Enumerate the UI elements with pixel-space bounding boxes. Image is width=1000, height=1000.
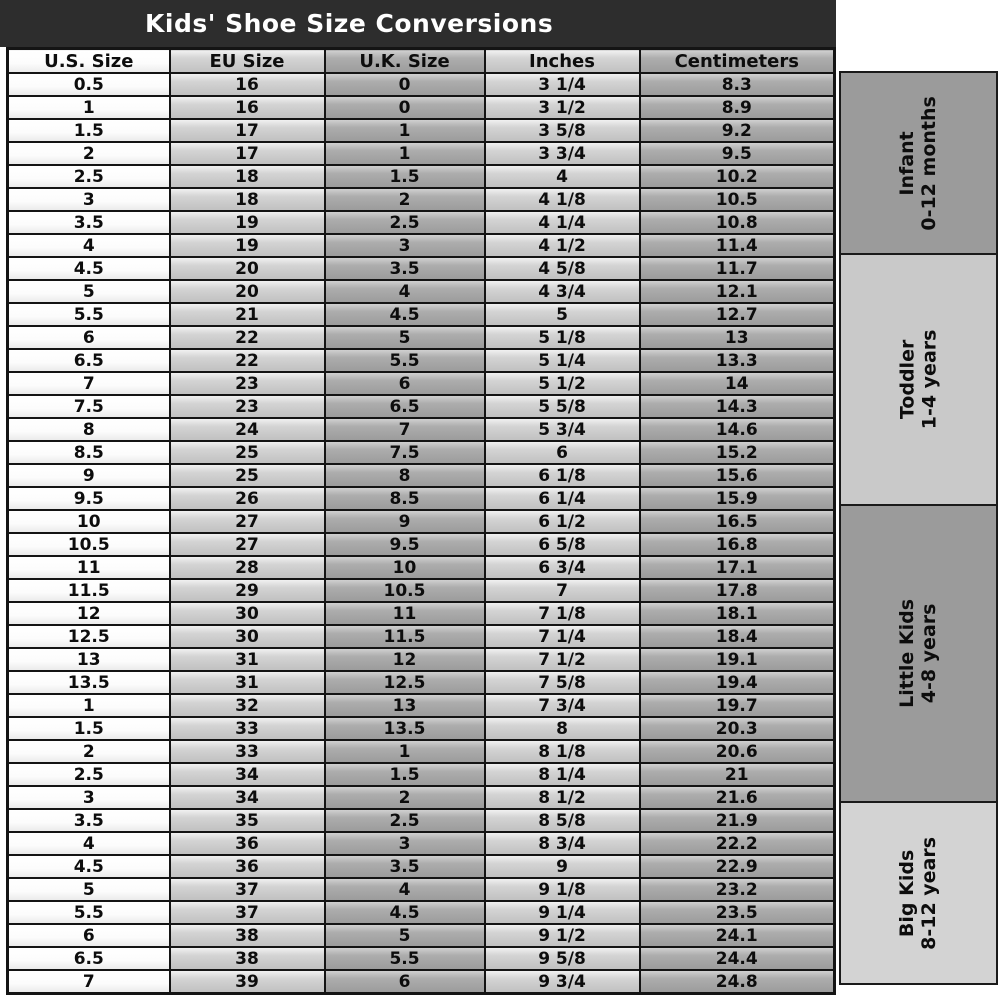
column-header-inches: Inches	[485, 49, 640, 74]
table-cell-us-size: 2.5	[8, 165, 170, 188]
age-group-range: 8-12 years	[918, 836, 941, 950]
table-cell-eu-size: 37	[170, 878, 325, 901]
age-group-infant	[839, 71, 998, 255]
table-cell-uk-size: 12.5	[325, 671, 485, 694]
age-group-label	[896, 330, 941, 430]
table-row	[8, 556, 835, 579]
table-cell-uk-size: 6	[325, 970, 485, 994]
table-cell-eu-size: 17	[170, 119, 325, 142]
table-cell-us-size: 13	[8, 648, 170, 671]
table-cell-us-size: 4	[8, 832, 170, 855]
table-cell-inches: 6	[485, 441, 640, 464]
table-cell-eu-size: 23	[170, 372, 325, 395]
table-cell-centimeters: 23.5	[640, 901, 835, 924]
table-cell-us-size: 7	[8, 372, 170, 395]
table-cell-uk-size: 4.5	[325, 303, 485, 326]
table-header-row	[8, 49, 835, 74]
table-cell-us-size: 3.5	[8, 211, 170, 234]
table-cell-centimeters: 18.4	[640, 625, 835, 648]
table-cell-inches: 6 1/2	[485, 510, 640, 533]
table-cell-eu-size: 33	[170, 740, 325, 763]
table-row	[8, 441, 835, 464]
table-row	[8, 717, 835, 740]
table-cell-us-size: 12	[8, 602, 170, 625]
table-cell-centimeters: 17.1	[640, 556, 835, 579]
table-cell-uk-size: 8.5	[325, 487, 485, 510]
table-cell-uk-size: 10.5	[325, 579, 485, 602]
table-cell-uk-size: 3.5	[325, 855, 485, 878]
table-cell-centimeters: 16.5	[640, 510, 835, 533]
table-cell-centimeters: 24.8	[640, 970, 835, 994]
table-cell-us-size: 2.5	[8, 763, 170, 786]
table-cell-eu-size: 18	[170, 188, 325, 211]
table-row	[8, 234, 835, 257]
table-cell-uk-size: 1	[325, 142, 485, 165]
table-cell-uk-size: 2	[325, 188, 485, 211]
table-cell-us-size: 8	[8, 418, 170, 441]
table-cell-eu-size: 35	[170, 809, 325, 832]
table-cell-centimeters: 24.4	[640, 947, 835, 970]
table-cell-inches: 4 3/4	[485, 280, 640, 303]
age-group-big-kids	[839, 801, 998, 985]
table-cell-centimeters: 15.2	[640, 441, 835, 464]
table-cell-inches: 4 5/8	[485, 257, 640, 280]
table-cell-eu-size: 17	[170, 142, 325, 165]
table-row	[8, 602, 835, 625]
table-cell-eu-size: 33	[170, 717, 325, 740]
table-cell-uk-size: 1	[325, 119, 485, 142]
table-cell-centimeters: 18.1	[640, 602, 835, 625]
table-cell-uk-size: 5.5	[325, 947, 485, 970]
table-cell-us-size: 3	[8, 786, 170, 809]
table-cell-uk-size: 0	[325, 96, 485, 119]
table-cell-inches: 8 1/2	[485, 786, 640, 809]
age-column	[839, 71, 998, 985]
table-cell-inches: 3 1/2	[485, 96, 640, 119]
table-cell-inches: 7 3/4	[485, 694, 640, 717]
table-cell-uk-size: 4.5	[325, 901, 485, 924]
table-row	[8, 487, 835, 510]
table-cell-inches: 7 1/2	[485, 648, 640, 671]
table-cell-us-size: 1.5	[8, 119, 170, 142]
table-row	[8, 96, 835, 119]
table-row	[8, 211, 835, 234]
table-cell-inches: 6 1/8	[485, 464, 640, 487]
table-cell-eu-size: 25	[170, 441, 325, 464]
age-group-name: Toddler	[896, 339, 919, 420]
table-cell-us-size: 9.5	[8, 487, 170, 510]
table-cell-inches: 6 5/8	[485, 533, 640, 556]
table-cell-inches: 9 3/4	[485, 970, 640, 994]
table-cell-uk-size: 0	[325, 73, 485, 96]
table-cell-us-size: 0.5	[8, 73, 170, 96]
table-cell-us-size: 5	[8, 878, 170, 901]
table-cell-centimeters: 14.3	[640, 395, 835, 418]
table-cell-centimeters: 10.8	[640, 211, 835, 234]
table-cell-eu-size: 30	[170, 625, 325, 648]
table-cell-eu-size: 34	[170, 763, 325, 786]
table-cell-eu-size: 26	[170, 487, 325, 510]
table-row	[8, 970, 835, 994]
table-cell-uk-size: 9	[325, 510, 485, 533]
table-cell-uk-size: 7	[325, 418, 485, 441]
table-cell-us-size: 2	[8, 142, 170, 165]
table-cell-inches: 3 5/8	[485, 119, 640, 142]
page-title: Kids' Shoe Size Conversions	[145, 9, 554, 38]
table-row	[8, 786, 835, 809]
table-cell-uk-size: 6.5	[325, 395, 485, 418]
table-row	[8, 901, 835, 924]
age-group-range: 0-12 months	[918, 95, 941, 231]
table-cell-centimeters: 23.2	[640, 878, 835, 901]
table-cell-us-size: 10	[8, 510, 170, 533]
table-row	[8, 947, 835, 970]
table-row	[8, 533, 835, 556]
table-cell-eu-size: 38	[170, 924, 325, 947]
table-cell-us-size: 6.5	[8, 947, 170, 970]
table-row	[8, 625, 835, 648]
table-cell-us-size: 4	[8, 234, 170, 257]
table-cell-inches: 3 3/4	[485, 142, 640, 165]
table-cell-centimeters: 15.9	[640, 487, 835, 510]
table-row	[8, 303, 835, 326]
table-cell-inches: 5 3/4	[485, 418, 640, 441]
table-cell-inches: 5 1/4	[485, 349, 640, 372]
table-cell-us-size: 1.5	[8, 717, 170, 740]
table-cell-inches: 6 1/4	[485, 487, 640, 510]
table-cell-centimeters: 8.9	[640, 96, 835, 119]
table-row	[8, 832, 835, 855]
table-cell-inches: 9 5/8	[485, 947, 640, 970]
column-header-uk-size: U.K. Size	[325, 49, 485, 74]
table-cell-us-size: 7	[8, 970, 170, 994]
table-cell-eu-size: 28	[170, 556, 325, 579]
table-row	[8, 142, 835, 165]
table-cell-inches: 9 1/4	[485, 901, 640, 924]
table-cell-uk-size: 7.5	[325, 441, 485, 464]
table-cell-eu-size: 37	[170, 901, 325, 924]
table-cell-us-size: 4.5	[8, 855, 170, 878]
table-cell-eu-size: 20	[170, 280, 325, 303]
table-row	[8, 280, 835, 303]
table-cell-uk-size: 4	[325, 280, 485, 303]
table-cell-us-size: 3	[8, 188, 170, 211]
table-row	[8, 671, 835, 694]
table-cell-uk-size: 1.5	[325, 165, 485, 188]
table-cell-centimeters: 19.1	[640, 648, 835, 671]
table-cell-eu-size: 21	[170, 303, 325, 326]
table-row	[8, 763, 835, 786]
table-cell-eu-size: 32	[170, 694, 325, 717]
table-cell-us-size: 10.5	[8, 533, 170, 556]
table-cell-uk-size: 13	[325, 694, 485, 717]
table-cell-inches: 8 3/4	[485, 832, 640, 855]
table-cell-centimeters: 16.8	[640, 533, 835, 556]
column-header-centimeters: Centimeters	[640, 49, 835, 74]
age-group-label	[896, 599, 941, 708]
table-cell-eu-size: 27	[170, 533, 325, 556]
table-row	[8, 349, 835, 372]
age-group-label	[896, 96, 941, 230]
table-cell-centimeters: 19.7	[640, 694, 835, 717]
table-cell-us-size: 3.5	[8, 809, 170, 832]
table-cell-uk-size: 5.5	[325, 349, 485, 372]
table-cell-inches: 7 5/8	[485, 671, 640, 694]
table-cell-inches: 4 1/2	[485, 234, 640, 257]
table-cell-eu-size: 29	[170, 579, 325, 602]
table-cell-us-size: 2	[8, 740, 170, 763]
table-cell-inches: 9 1/8	[485, 878, 640, 901]
table-cell-eu-size: 30	[170, 602, 325, 625]
table-cell-inches: 9	[485, 855, 640, 878]
table-row	[8, 740, 835, 763]
table-cell-uk-size: 1	[325, 740, 485, 763]
table-cell-us-size: 4.5	[8, 257, 170, 280]
table-cell-uk-size: 11.5	[325, 625, 485, 648]
table-cell-centimeters: 14	[640, 372, 835, 395]
table-cell-uk-size: 4	[325, 878, 485, 901]
column-header-eu-size: EU Size	[170, 49, 325, 74]
table-cell-eu-size: 36	[170, 832, 325, 855]
table-row	[8, 464, 835, 487]
table-cell-eu-size: 34	[170, 786, 325, 809]
table-cell-inches: 6 3/4	[485, 556, 640, 579]
table-row	[8, 119, 835, 142]
table-cell-centimeters: 10.2	[640, 165, 835, 188]
table-cell-uk-size: 2.5	[325, 809, 485, 832]
table-cell-uk-size: 6	[325, 372, 485, 395]
table-cell-us-size: 5.5	[8, 303, 170, 326]
table-cell-us-size: 7.5	[8, 395, 170, 418]
table-cell-eu-size: 38	[170, 947, 325, 970]
table-row	[8, 326, 835, 349]
table-cell-us-size: 11	[8, 556, 170, 579]
table-body	[8, 73, 835, 994]
table-cell-centimeters: 24.1	[640, 924, 835, 947]
table-cell-us-size: 12.5	[8, 625, 170, 648]
table-cell-us-size: 1	[8, 96, 170, 119]
table-row	[8, 188, 835, 211]
table-cell-centimeters: 21.6	[640, 786, 835, 809]
table-row	[8, 855, 835, 878]
table-row	[8, 809, 835, 832]
conversion-table	[6, 47, 836, 995]
table-cell-centimeters: 19.4	[640, 671, 835, 694]
table-cell-inches: 8 1/4	[485, 763, 640, 786]
table-cell-uk-size: 11	[325, 602, 485, 625]
table-cell-uk-size: 9.5	[325, 533, 485, 556]
table-cell-eu-size: 31	[170, 648, 325, 671]
table-row	[8, 878, 835, 901]
table-cell-uk-size: 10	[325, 556, 485, 579]
table-cell-inches: 3 1/4	[485, 73, 640, 96]
table-cell-centimeters: 21.9	[640, 809, 835, 832]
table-cell-uk-size: 2	[325, 786, 485, 809]
table-cell-inches: 9 1/2	[485, 924, 640, 947]
age-group-range: 4-8 years	[918, 603, 941, 704]
column-header-us-size: U.S. Size	[8, 49, 170, 74]
table-cell-eu-size: 23	[170, 395, 325, 418]
table-cell-us-size: 5.5	[8, 901, 170, 924]
age-group-toddler	[839, 253, 998, 506]
table-cell-eu-size: 25	[170, 464, 325, 487]
table-cell-centimeters: 11.4	[640, 234, 835, 257]
table-cell-centimeters: 14.6	[640, 418, 835, 441]
table-row	[8, 257, 835, 280]
table-cell-eu-size: 22	[170, 349, 325, 372]
table-cell-centimeters: 9.2	[640, 119, 835, 142]
table-cell-inches: 5 1/8	[485, 326, 640, 349]
age-group-little-kids	[839, 504, 998, 803]
table-cell-inches: 7 1/4	[485, 625, 640, 648]
table-cell-eu-size: 31	[170, 671, 325, 694]
table-cell-inches: 5	[485, 303, 640, 326]
age-group-range: 1-4 years	[918, 329, 941, 430]
table-cell-centimeters: 21	[640, 763, 835, 786]
age-group-name: Little Kids	[896, 599, 919, 708]
table-cell-centimeters: 15.6	[640, 464, 835, 487]
table-row	[8, 165, 835, 188]
table-cell-centimeters: 20.3	[640, 717, 835, 740]
table-cell-eu-size: 27	[170, 510, 325, 533]
table-cell-eu-size: 39	[170, 970, 325, 994]
table-cell-centimeters: 12.1	[640, 280, 835, 303]
table-cell-inches: 7	[485, 579, 640, 602]
table-cell-eu-size: 22	[170, 326, 325, 349]
table-row	[8, 372, 835, 395]
table-cell-centimeters: 22.2	[640, 832, 835, 855]
table-cell-centimeters: 22.9	[640, 855, 835, 878]
table-cell-inches: 8	[485, 717, 640, 740]
table-cell-eu-size: 16	[170, 96, 325, 119]
table-cell-eu-size: 19	[170, 234, 325, 257]
table-row	[8, 648, 835, 671]
table-cell-uk-size: 13.5	[325, 717, 485, 740]
table-cell-us-size: 6	[8, 924, 170, 947]
table-cell-us-size: 1	[8, 694, 170, 717]
table-cell-eu-size: 24	[170, 418, 325, 441]
table-cell-us-size: 6	[8, 326, 170, 349]
table-cell-inches: 4 1/8	[485, 188, 640, 211]
table-cell-inches: 4 1/4	[485, 211, 640, 234]
age-group-name: Big Kids	[896, 849, 919, 937]
table-cell-inches: 7 1/8	[485, 602, 640, 625]
table-row	[8, 579, 835, 602]
table-cell-uk-size: 8	[325, 464, 485, 487]
table-cell-centimeters: 12.7	[640, 303, 835, 326]
table-row	[8, 694, 835, 717]
table-cell-us-size: 5	[8, 280, 170, 303]
table-cell-inches: 5 5/8	[485, 395, 640, 418]
table-cell-centimeters: 13	[640, 326, 835, 349]
table-cell-us-size: 11.5	[8, 579, 170, 602]
table-cell-uk-size: 3.5	[325, 257, 485, 280]
table-cell-centimeters: 9.5	[640, 142, 835, 165]
table-cell-centimeters: 8.3	[640, 73, 835, 96]
table-cell-centimeters: 20.6	[640, 740, 835, 763]
table-row	[8, 395, 835, 418]
table-cell-us-size: 8.5	[8, 441, 170, 464]
table-cell-us-size: 9	[8, 464, 170, 487]
table-row	[8, 510, 835, 533]
table-cell-uk-size: 5	[325, 326, 485, 349]
table-cell-inches: 4	[485, 165, 640, 188]
table-cell-inches: 8 1/8	[485, 740, 640, 763]
age-group-label	[896, 837, 941, 950]
table-cell-uk-size: 1.5	[325, 763, 485, 786]
title-bar	[0, 0, 836, 47]
table-cell-uk-size: 5	[325, 924, 485, 947]
table-cell-centimeters: 10.5	[640, 188, 835, 211]
table-row	[8, 418, 835, 441]
table-cell-us-size: 13.5	[8, 671, 170, 694]
table-cell-centimeters: 17.8	[640, 579, 835, 602]
table-cell-eu-size: 18	[170, 165, 325, 188]
table-cell-eu-size: 19	[170, 211, 325, 234]
age-group-name: Infant	[896, 130, 919, 196]
table-row	[8, 73, 835, 96]
table-cell-uk-size: 3	[325, 832, 485, 855]
table-cell-us-size: 6.5	[8, 349, 170, 372]
table-cell-centimeters: 11.7	[640, 257, 835, 280]
table-cell-eu-size: 36	[170, 855, 325, 878]
table-cell-uk-size: 3	[325, 234, 485, 257]
table-cell-uk-size: 2.5	[325, 211, 485, 234]
table-cell-uk-size: 12	[325, 648, 485, 671]
table-cell-centimeters: 13.3	[640, 349, 835, 372]
table-cell-inches: 5 1/2	[485, 372, 640, 395]
table-cell-eu-size: 16	[170, 73, 325, 96]
table-cell-eu-size: 20	[170, 257, 325, 280]
table-row	[8, 924, 835, 947]
table-cell-inches: 8 5/8	[485, 809, 640, 832]
